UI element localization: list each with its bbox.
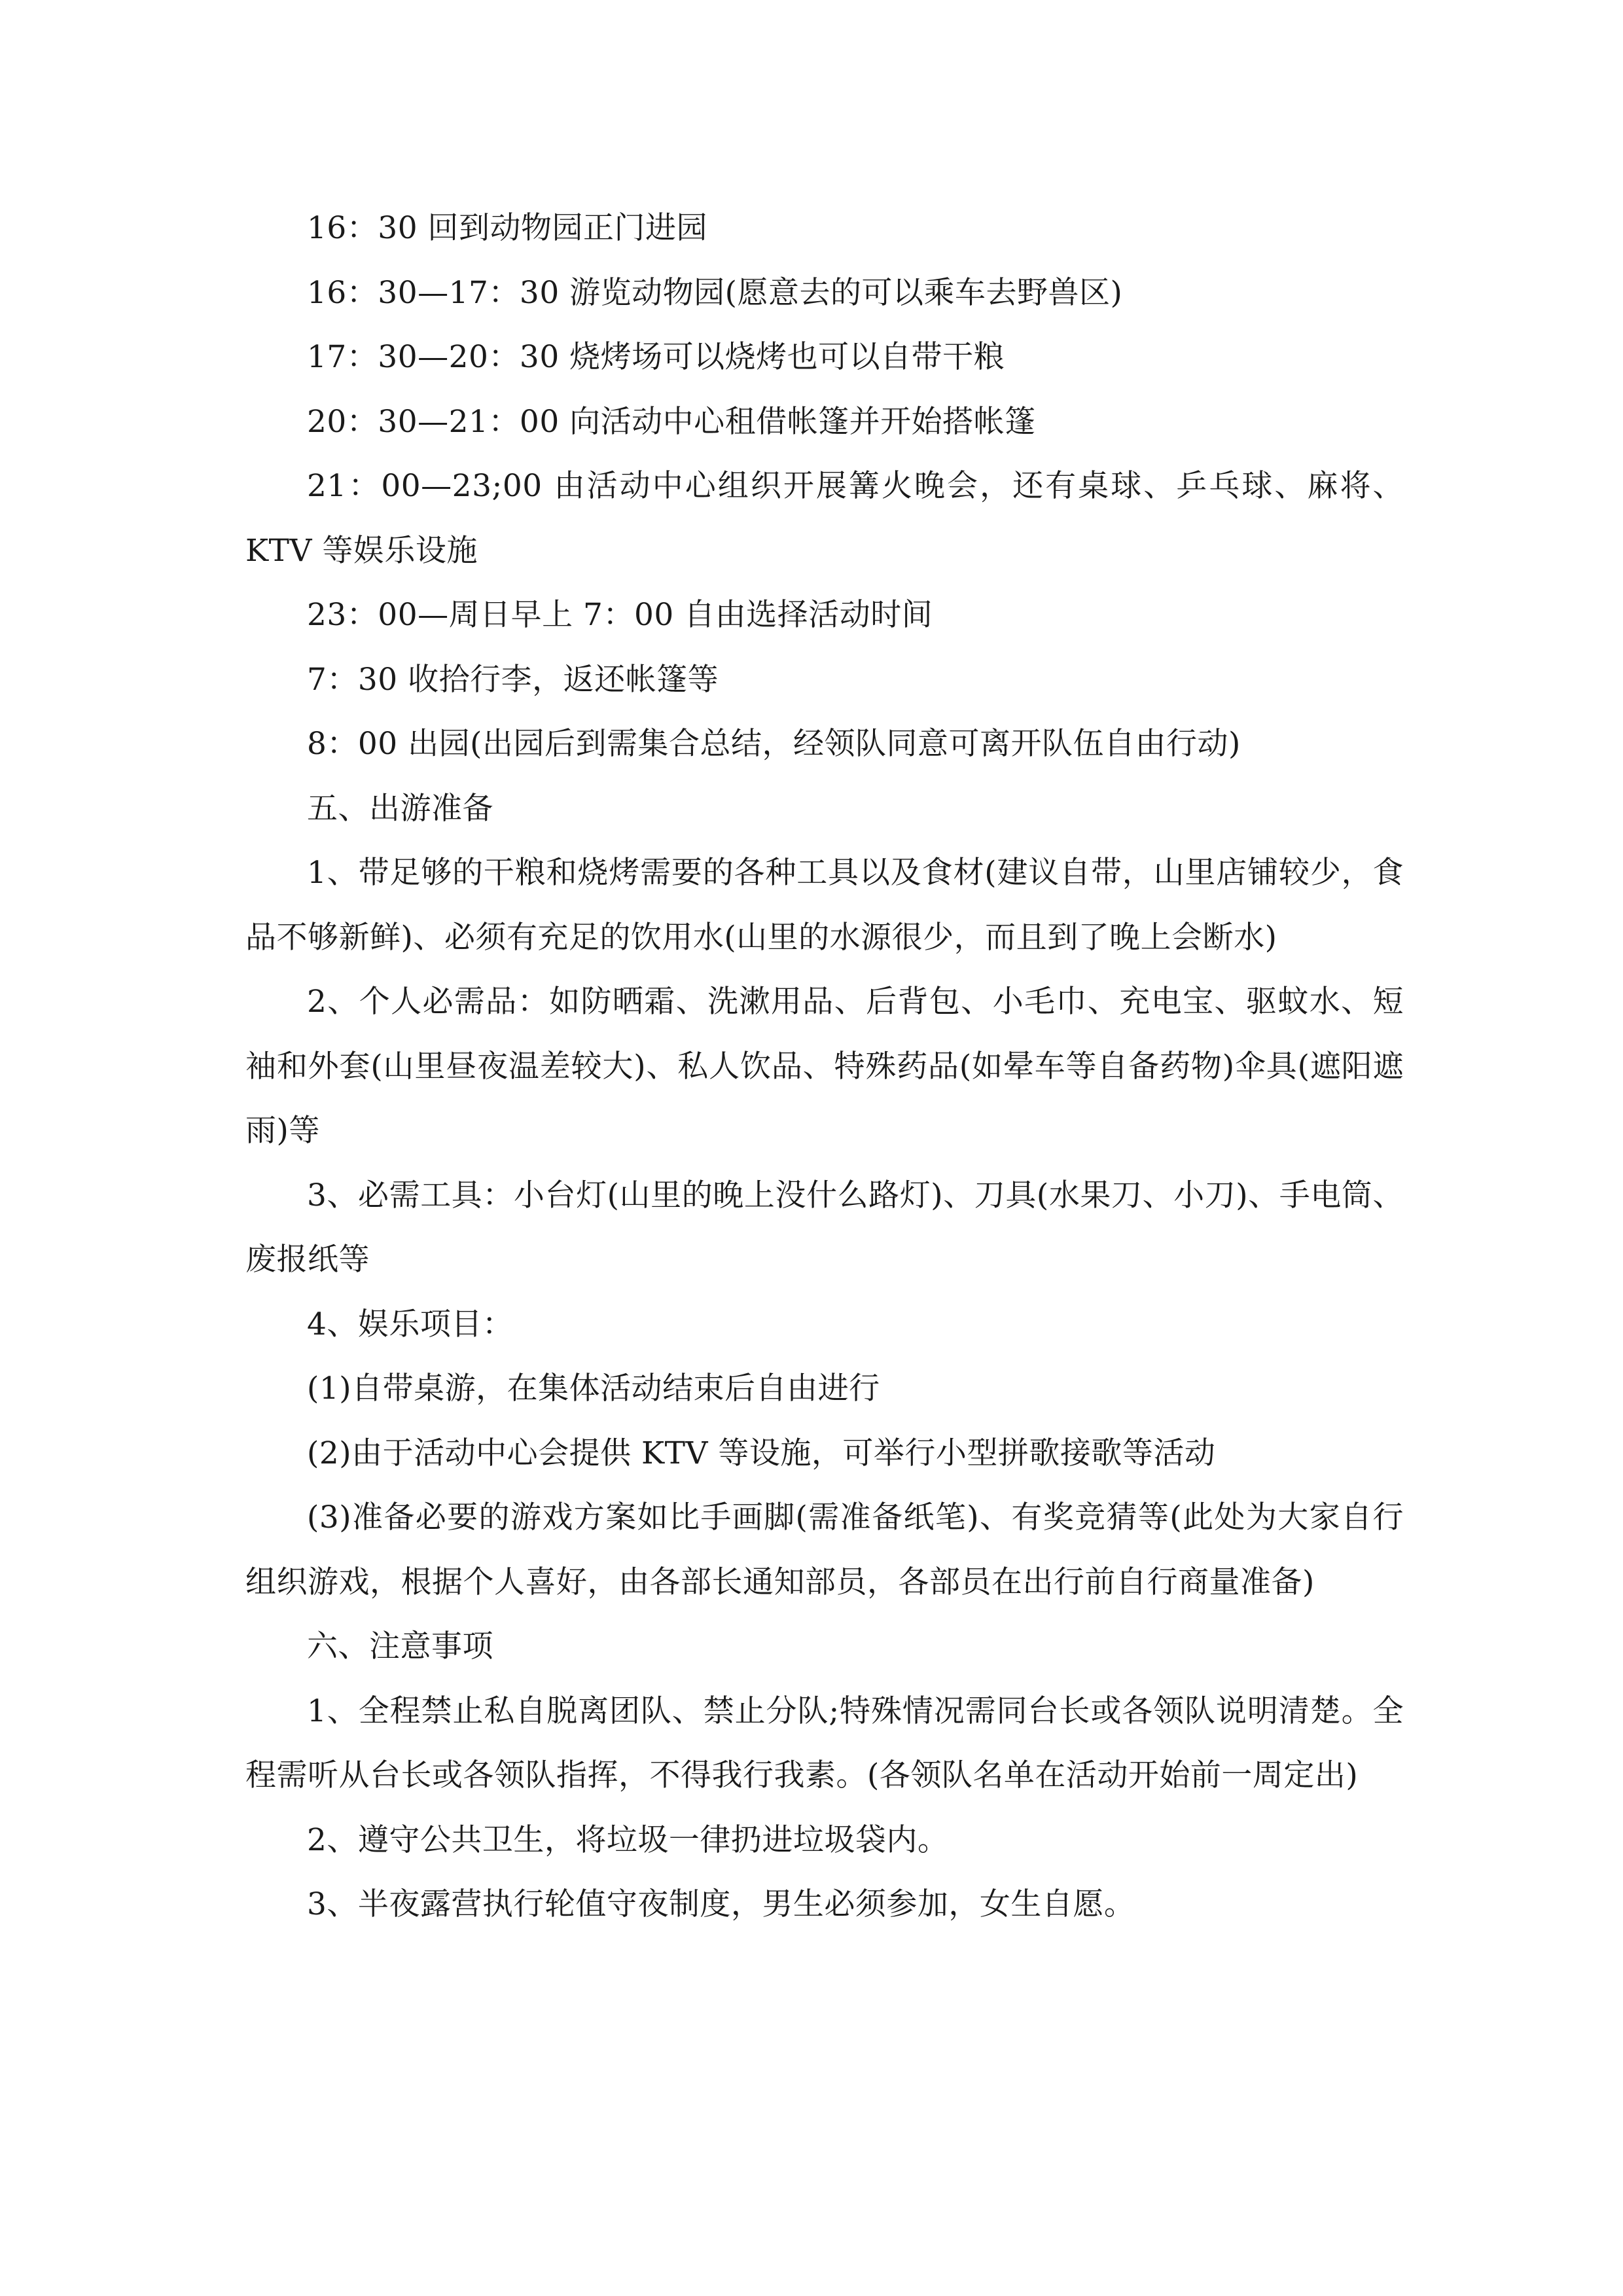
- schedule-item: 20：30—21：00 向活动中心租借帐篷并开始搭帐篷: [307, 403, 1036, 440]
- notes-item: 1、全程禁止私自脱离团队、禁止分队;特殊情况需同台长或各领队说明清楚。全程需听从台长或各领队指挥，不得我行我素。(各领队名单在活动开始前一周定出): [245, 1693, 1404, 1793]
- schedule-item: 16：30 回到动物园正门进园: [307, 210, 708, 246]
- preparation-subitem: (3)准备必要的游戏方案如比手画脚(需准备纸笔)、有奖竞猜等(此处为大家自行组织游戏，根据个人喜好，由各部长通知部员，各部员在出行前自行商量准备): [245, 1499, 1404, 1600]
- schedule-item: 21：00—23;00 由活动中心组织开展篝火晚会，还有桌球、乒乓球、麻将、KTV 等娱乐设施: [245, 468, 1404, 569]
- schedule-item: 23：00—周日早上 7：00 自由选择活动时间: [307, 597, 933, 633]
- section-heading-notes: 六、注意事项: [307, 1628, 493, 1664]
- preparation-subitem: (2)由于活动中心会提供 KTV 等设施，可举行小型拼歌接歌等活动: [307, 1435, 1216, 1471]
- document-body: [245, 196, 1404, 1937]
- notes-item: 2、遵守公共卫生，将垃圾一律扔进垃圾袋内。: [307, 1821, 949, 1858]
- schedule-item: 8：00 出园(出园后到需集合总结，经领队同意可离开队伍自由行动): [307, 726, 1241, 762]
- schedule-item: 16：30—17：30 游览动物园(愿意去的可以乘车去野兽区): [307, 274, 1123, 311]
- preparation-item: 1、带足够的干粮和烧烤需要的各种工具以及食材(建议自带，山里店铺较少，食品不够新鲜)、必须有充足的饮用水(山里的水源很少，而且到了晚上会断水): [245, 855, 1404, 956]
- preparation-item: 4、娱乐项目：: [307, 1306, 514, 1342]
- schedule-item: 17：30—20：30 烧烤场可以烧烤也可以自带干粮: [307, 339, 1005, 375]
- notes-item: 3、半夜露营执行轮值守夜制度，男生必须参加，女生自愿。: [307, 1886, 1135, 1922]
- section-heading-preparation: 五、出游准备: [307, 790, 493, 827]
- preparation-subitem: (1)自带桌游，在集体活动结束后自由进行: [307, 1371, 880, 1407]
- preparation-item: 3、必需工具：小台灯(山里的晚上没什么路灯)、刀具(水果刀、小刀)、手电筒、废报纸等: [245, 1177, 1404, 1278]
- preparation-item: 2、个人必需品：如防晒霜、洗漱用品、后背包、小毛巾、充电宝、驱蚊水、短袖和外套(山里昼夜温差较大)、私人饮品、特殊药品(如晕车等自备药物)伞具(遮阳遮雨)等: [245, 984, 1404, 1149]
- schedule-item: 7：30 收拾行李，返还帐篷等: [307, 661, 719, 698]
